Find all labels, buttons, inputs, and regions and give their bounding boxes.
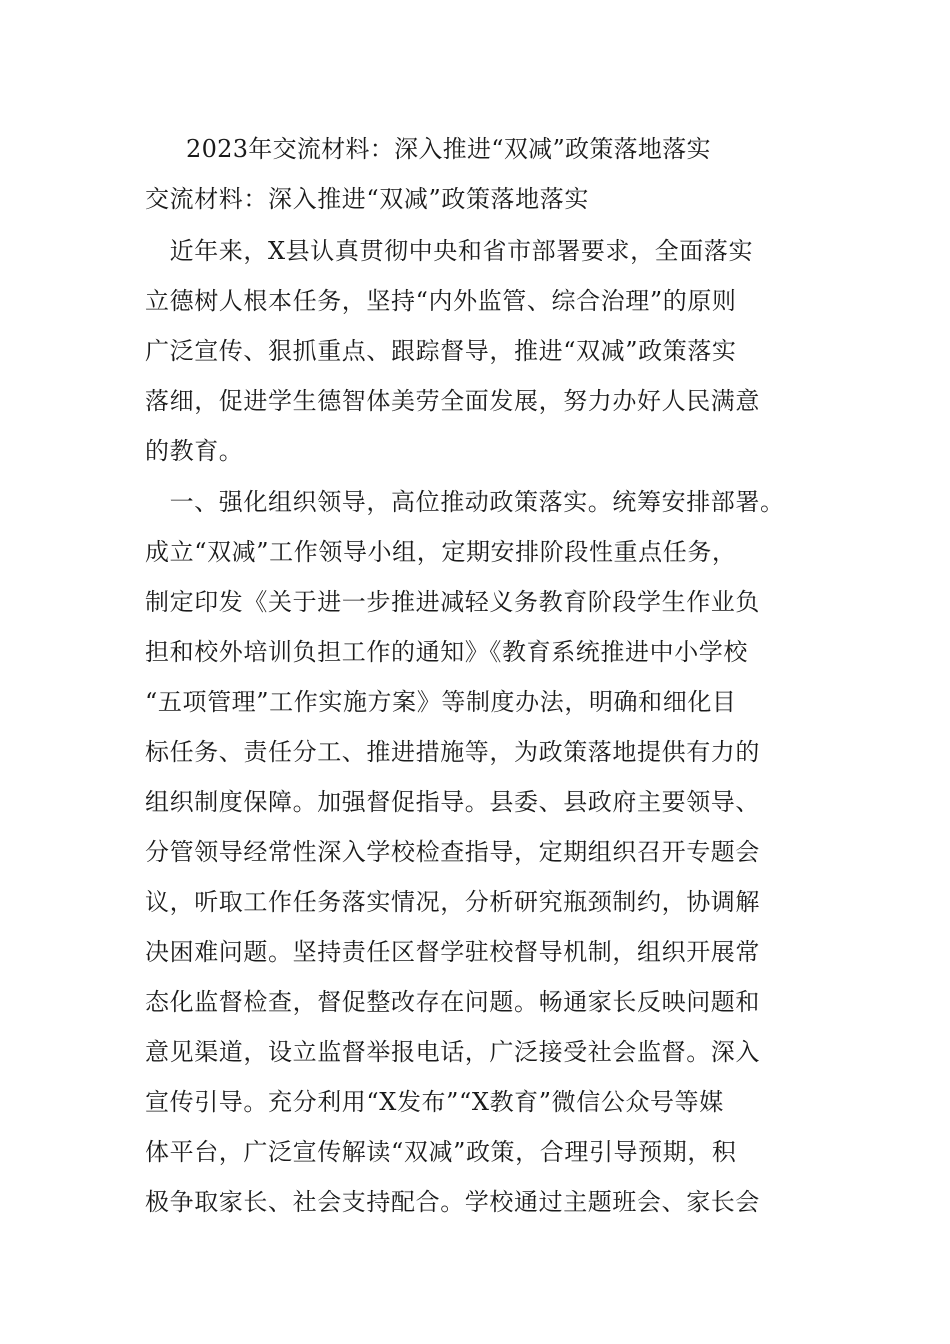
text-line: 立德树人根本任务，坚持“内外监管、综合治理”的原则: [145, 287, 737, 315]
text-line: 体平台，广泛宣传解读“双减”政策，合理引导预期，积: [145, 1138, 737, 1166]
text-line: 标任务、责任分工、推进措施等，为政策落地提供有力的: [145, 738, 760, 766]
text-line: “五项管理”工作实施方案》等制度办法，明确和细化目: [145, 688, 737, 716]
text-line: 制定印发《关于进一步推进减轻义务教育阶段学生作业负: [145, 588, 760, 616]
text-line: 宣传引导。充分利用“X发布”“X教育”微信公众号等媒: [145, 1088, 724, 1116]
text-line: 意见渠道，设立监督举报电话，广泛接受社会监督。深入: [145, 1038, 760, 1066]
text-line: 组织制度保障。加强督促指导。县委、县政府主要领导、: [145, 788, 760, 816]
text-line: 态化监督检查，督促整改存在问题。畅通家长反映问题和: [145, 988, 760, 1016]
document-title: 2023年交流材料：深入推进“双减”政策落地落实: [186, 135, 711, 163]
text-line: 担和校外培训负担工作的通知》《教育系统推进中小学校: [145, 638, 748, 666]
text-line: 决困难问题。坚持责任区督学驻校督导机制，组织开展常: [145, 938, 760, 966]
text-line: 成立“双减”工作领导小组，定期安排阶段性重点任务，: [145, 538, 737, 566]
text-line: 的教育。: [145, 437, 244, 465]
text-line: 落细，促进学生德智体美劳全面发展，努力办好人民满意: [145, 387, 760, 415]
document-subtitle: 交流材料：深入推进“双减”政策落地落实: [145, 185, 589, 213]
text-line: 分管领导经常性深入学校检查指导，定期组织召开专题会: [145, 838, 760, 866]
text-line: 一、强化组织领导，高位推动政策落实。统筹安排部署。: [145, 488, 785, 516]
text-line: 议，听取工作任务落实情况，分析研究瓶颈制约，协调解: [145, 888, 760, 916]
text-line: 近年来，X县认真贯彻中央和省市部署要求，全面落实: [145, 237, 754, 265]
text-line: 极争取家长、社会支持配合。学校通过主题班会、家长会: [145, 1188, 760, 1216]
text-line: 广泛宣传、狠抓重点、跟踪督导，推进“双减”政策落实: [145, 337, 737, 365]
